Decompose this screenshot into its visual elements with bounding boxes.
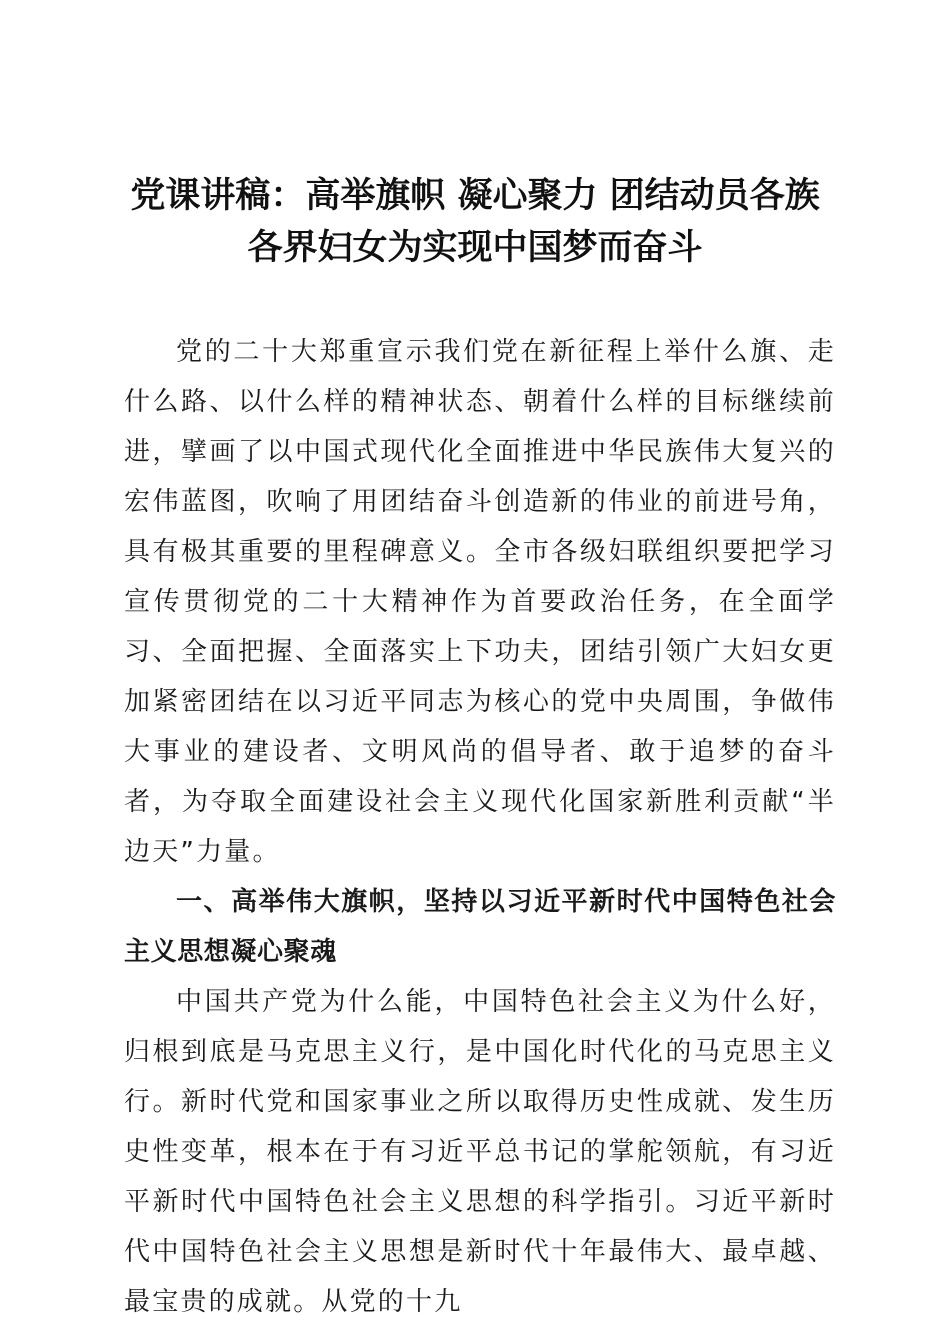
title-line-1: 党课讲稿：高举旗帜 凝心聚力 团结动员各族 bbox=[130, 175, 820, 216]
section-heading-1: 一、高举伟大旗帜，坚持以习近平新时代中国特色社会主义思想凝心聚魂 bbox=[124, 887, 836, 967]
section-1-paragraph: 中国共产党为什么能，中国特色社会主义为什么好，归根到底是马克思主义行，是中国化时代化的马克思主义行。新时代党和国家事业之所以取得历史性成就、发生历史性变革，根本在于有习近平总书记的掌舵领航，有习近平新时代中国特色社会主义思想的科学指引。习近平新时代中国特色社会主义思想是新时代十年最伟大、最卓越、最宝贵的成就。从党的十九 bbox=[124, 987, 836, 1317]
title-line-2: 各界妇女为实现中国梦而奋斗 bbox=[247, 227, 703, 268]
document-title bbox=[120, 170, 830, 274]
document-body bbox=[124, 327, 836, 1327]
intro-paragraph: 党的二十大郑重宣示我们党在新征程上举什么旗、走什么路、以什么样的精神状态、朝着什么样的目标继续前进，擘画了以中国式现代化全面推进中华民族伟大复兴的宏伟蓝图，吹响了用团结奋斗创造新的伟业的前进号角，具有极其重要的里程碑意义。全市各级妇联组织要把学习宣传贯彻党的二十大精神作为首要政治任务，在全面学习、全面把握、全面落实上下功夫，团结引领广大妇女更加紧密团结在以习近平同志为核心的党中央周围，争做伟大事业的建设者、文明风尚的倡导者、敢于追梦的奋斗者，为夺取全面建设社会主义现代化国家新胜利贡献“半边天”力量。 bbox=[124, 337, 836, 867]
